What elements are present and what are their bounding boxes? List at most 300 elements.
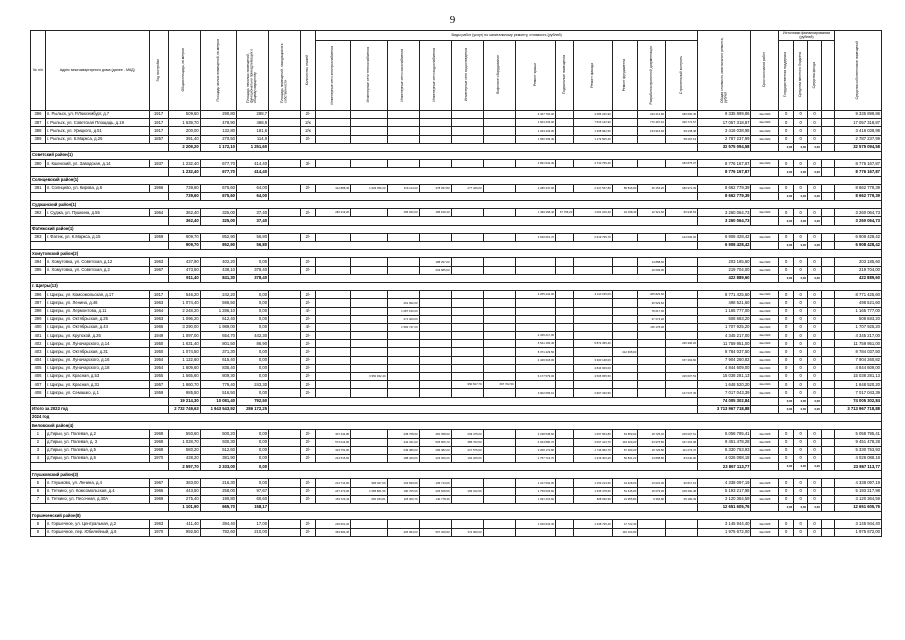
row-work-cost xyxy=(515,315,556,323)
header-c11: Разработка проектной документации xyxy=(638,41,666,111)
row-area-living: 290,80 xyxy=(200,111,236,119)
row-work-cost xyxy=(483,315,515,323)
subtotal-source: 0,00 xyxy=(808,274,822,282)
row-source: 0 xyxy=(794,332,808,340)
row-year: 1937 xyxy=(149,160,168,168)
row-work-cost xyxy=(556,356,574,364)
row-work-cost: 323 751,60 xyxy=(315,446,350,454)
row-work-cost xyxy=(556,389,574,397)
row-work-cost xyxy=(451,332,483,340)
table-cell xyxy=(821,430,834,438)
row-year: 1963 xyxy=(149,258,168,266)
subtotal-area-living: 675,60 xyxy=(200,192,236,200)
row-floors: 2/- xyxy=(301,528,316,536)
row-source: 0 xyxy=(808,209,822,217)
row-area-nonliving: 64,00 xyxy=(237,184,269,192)
row-area-nonliving: 97,67 xyxy=(237,487,269,495)
row-work-cost xyxy=(419,356,451,364)
row-work-cost xyxy=(638,332,666,340)
subtotal-area-living: 325,00 xyxy=(200,217,236,225)
row-owners-funds: 1 707 925,20 xyxy=(834,323,881,331)
row-work-cost xyxy=(483,340,515,348)
row-total: 1 648 520,20 xyxy=(698,381,751,389)
row-address: п. Солнцево, ул. Кирова, д.6 xyxy=(45,184,149,192)
subtotal-label xyxy=(31,463,169,471)
subtotal-source: 0,00 xyxy=(779,405,794,413)
row-area-total: 383,00 xyxy=(168,479,200,487)
row-area-public xyxy=(269,332,301,340)
row-work-cost: 63 869,60 xyxy=(612,430,638,438)
row-work-cost xyxy=(451,520,483,528)
row-work-cost: 12 321,60 xyxy=(638,209,666,217)
row-work-cost xyxy=(556,299,574,307)
row-work-cost: 44 428,00 xyxy=(612,479,638,487)
table-cell xyxy=(751,463,779,471)
row-work-cost: 281 358,60 xyxy=(419,430,451,438)
table-row xyxy=(31,127,882,135)
row-area-total: 411,40 xyxy=(168,520,200,528)
row-work-cost xyxy=(556,160,574,168)
row-work-cost xyxy=(315,111,350,119)
row-source: 0 xyxy=(794,307,808,315)
table-cell xyxy=(269,143,698,151)
header-area-public: Площадь помещений, находящихся в собственности xyxy=(269,31,301,111)
row-work-cost xyxy=(483,258,515,266)
table-row xyxy=(31,332,882,340)
row-year: 1957 xyxy=(149,381,168,389)
row-work-cost: 1 629 933,40 xyxy=(515,520,556,528)
row-floors: 2/- xyxy=(301,520,316,528)
subtotal-source: 0,00 xyxy=(808,192,822,200)
row-owners-funds: 8 776 167,87 xyxy=(834,160,881,168)
row-address: г. Щигры, ул. Луначарского, д.14 xyxy=(45,340,149,348)
table-cell: 8 662 779,39 xyxy=(834,192,881,200)
header-f3b xyxy=(821,41,834,111)
row-work-cost: 154 915,60 xyxy=(638,127,666,135)
row-owners-funds: 219 704,00 xyxy=(834,266,881,274)
row-work-cost xyxy=(351,381,387,389)
row-source: 0 xyxy=(808,258,822,266)
table-cell xyxy=(751,504,779,512)
row-source: 0 xyxy=(794,119,808,127)
row-work-cost xyxy=(483,528,515,536)
row-area-total: 1 232,40 xyxy=(168,160,200,168)
row-work-cost: 36 529,60 xyxy=(638,299,666,307)
row-work-cost xyxy=(387,520,419,528)
section-row xyxy=(31,151,882,159)
row-floors: 2/- xyxy=(301,495,316,503)
table-cell xyxy=(821,340,834,348)
row-source: 0 xyxy=(779,323,794,331)
row-source: 0 xyxy=(808,528,822,536)
row-work-cost xyxy=(351,111,387,119)
table-cell xyxy=(751,274,779,282)
row-work-cost xyxy=(351,307,387,315)
row-source: 0 xyxy=(794,323,808,331)
row-address: п. Теткино, ул. Песочная, д.30А xyxy=(45,495,149,503)
subtotal-source xyxy=(821,168,834,176)
row-total: 11 759 951,00 xyxy=(698,340,751,348)
row-work-cost xyxy=(315,364,350,372)
row-work-cost xyxy=(387,381,419,389)
row-work-cost xyxy=(483,487,515,495)
row-work-cost: 18 725,40 xyxy=(638,430,666,438)
row-work-cost: 14 888,60 xyxy=(638,258,666,266)
header-c2: Инженерные сети теплоснабжения xyxy=(351,41,387,111)
row-work-cost xyxy=(638,389,666,397)
row-work-cost: 307 234,80 xyxy=(315,430,350,438)
row-work-cost: 188 297,00 xyxy=(419,258,451,266)
row-work-cost: 950 817,70 xyxy=(451,381,483,389)
subtotal-source xyxy=(821,242,834,250)
row-work-cost: 296 482,20 xyxy=(419,446,451,454)
table-cell xyxy=(821,438,834,446)
row-number: 8 xyxy=(31,520,46,528)
row-work-cost: 51 446,00 xyxy=(612,487,638,495)
row-floors: 2/- xyxy=(301,299,316,307)
subtotal-area-nonliving: 286 172,25 xyxy=(237,405,269,413)
row-work-cost: 4 505 955,50 xyxy=(574,373,612,381)
row-work-cost xyxy=(556,373,574,381)
row-source: 0 xyxy=(794,111,808,119)
row-work-cost xyxy=(351,340,387,348)
row-area-public xyxy=(269,233,301,241)
subtotal-source: 0,00 xyxy=(794,405,808,413)
row-work-cost: 772 497,10 xyxy=(638,119,666,127)
subtotal-area-total: 2 209,20 xyxy=(168,143,200,151)
table-cell xyxy=(751,217,779,225)
row-total: 3 416 038,98 xyxy=(698,127,751,135)
row-work-cost xyxy=(351,323,387,331)
row-address: г. Щигры, ул. Луначарского, д.18 xyxy=(45,364,149,372)
row-work-cost xyxy=(419,340,451,348)
row-work-cost xyxy=(351,446,387,454)
row-work-cost xyxy=(612,340,638,348)
row-area-nonliving: 114,9 xyxy=(237,135,269,143)
row-work-cost xyxy=(612,119,638,127)
row-work-cost xyxy=(638,135,666,143)
row-number: 387 xyxy=(31,119,46,127)
row-area-total: 362,40 xyxy=(168,209,200,217)
row-address: г. Щигры, ул. Луначарского, д.16 xyxy=(45,356,149,364)
row-work-cost: 697 702,50 xyxy=(483,381,515,389)
row-area-living: 801,50 xyxy=(200,340,236,348)
row-year: 1959 xyxy=(149,389,168,397)
row-area-nonliving: 0,00 xyxy=(237,258,269,266)
row-period: 4кв.2025 xyxy=(751,438,779,446)
row-work-cost: 423 212,80 xyxy=(638,111,666,119)
row-address: г. Рыльск, ул. Урицкого, д.51 xyxy=(45,127,149,135)
row-total: 1 165 777,00 xyxy=(698,307,751,315)
row-source: 0 xyxy=(808,135,822,143)
row-total: 15 038 281,13 xyxy=(698,373,751,381)
row-work-cost xyxy=(666,528,698,536)
row-work-cost: 1 368 962,50 xyxy=(574,127,612,135)
row-area-living: 516,50 xyxy=(200,389,236,397)
row-work-cost xyxy=(666,348,698,356)
row-period: 4кв.2025 xyxy=(751,520,779,528)
row-floors: 2/- xyxy=(301,389,316,397)
header-total: Общая стоимость капитального ремонта, рублей xyxy=(698,31,751,111)
row-work-cost xyxy=(638,373,666,381)
row-year: 1969 xyxy=(149,446,168,454)
section-row xyxy=(31,471,882,479)
row-floors: 2/к xyxy=(301,127,316,135)
row-year: 1966 xyxy=(149,487,168,495)
row-address: д.Гирьи, ул. Полевая, д. 3 xyxy=(45,438,149,446)
row-work-cost xyxy=(556,454,574,462)
header-c8: Подвальные помещения xyxy=(556,41,574,111)
row-year: 1954 xyxy=(149,364,168,372)
row-floors: 2/- xyxy=(301,340,316,348)
row-year: 1966 xyxy=(149,184,168,192)
row-year: 1969 xyxy=(149,438,168,446)
row-work-cost xyxy=(387,135,419,143)
row-period: 4кв.2024 xyxy=(751,233,779,241)
table-cell xyxy=(821,299,834,307)
row-area-living: 596,50 xyxy=(200,299,236,307)
subtotal-label xyxy=(31,192,169,200)
row-source: 0 xyxy=(779,266,794,274)
header-area-total: Общая площадь, кв.метров xyxy=(168,31,200,111)
row-work-cost: 525 665,70 xyxy=(419,438,451,446)
row-year: 1967 xyxy=(149,479,168,487)
row-total: 2 787 237,99 xyxy=(698,135,751,143)
row-number: 390 xyxy=(31,160,46,168)
row-work-cost: 25 153,20 xyxy=(638,184,666,192)
table-row xyxy=(31,520,882,528)
row-floors: 2/- xyxy=(301,135,316,143)
row-source: 0 xyxy=(779,332,794,340)
row-owners-funds: 8 784 037,50 xyxy=(834,348,881,356)
row-area-nonliving: 0,00 xyxy=(237,356,269,364)
row-work-cost xyxy=(556,487,574,495)
header-c4: Инженерные сети водоснабжения xyxy=(419,41,451,111)
row-source: 0 xyxy=(779,127,794,135)
row-area-living: 852,90 xyxy=(200,233,236,241)
row-work-cost: 186 690,45 xyxy=(666,111,698,119)
row-work-cost: 111 274,70 xyxy=(666,446,698,454)
row-work-cost: 3 300 148,00 xyxy=(574,356,612,364)
row-work-cost xyxy=(556,430,574,438)
row-period: 4кв.2025 xyxy=(751,446,779,454)
row-source: 0 xyxy=(779,299,794,307)
row-address: г. Щигры, ул. Комсомольская, д.17 xyxy=(45,291,149,299)
row-year: 1949 xyxy=(149,332,168,340)
table-row xyxy=(31,430,882,438)
row-source: 0 xyxy=(779,111,794,119)
row-work-cost: 105 097,61 xyxy=(666,430,698,438)
row-work-cost xyxy=(483,127,515,135)
row-number: 407 xyxy=(31,381,46,389)
row-area-living: 216,30 xyxy=(200,479,236,487)
row-work-cost: 8 371 429,50 xyxy=(515,348,556,356)
table-row xyxy=(31,438,882,446)
row-number: 386 xyxy=(31,111,46,119)
subtotal-source xyxy=(821,217,834,225)
row-area-living: 325,00 xyxy=(200,209,236,217)
table-row xyxy=(31,446,882,454)
row-work-cost: 1 179 505,40 xyxy=(574,135,612,143)
row-work-cost xyxy=(351,127,387,135)
row-number: 4 xyxy=(31,454,46,462)
row-period: 4кв.2025 xyxy=(751,479,779,487)
table-row xyxy=(31,373,882,381)
header-row-no: № п/п xyxy=(31,31,46,111)
row-work-cost xyxy=(612,315,638,323)
subtotal-total: 3 713 967 718,88 xyxy=(698,405,751,413)
row-total: 4 026 088,18 xyxy=(698,454,751,462)
row-work-cost: 164 325,00 xyxy=(451,454,483,462)
row-period: 4кв.2024 xyxy=(751,373,779,381)
subtotal-area-total: 911,40 xyxy=(168,274,200,282)
table-row xyxy=(31,389,882,397)
row-address: г. Щигры, ул. Ленина, д.46 xyxy=(45,299,149,307)
row-work-cost xyxy=(387,258,419,266)
row-work-cost xyxy=(351,160,387,168)
row-work-cost xyxy=(612,332,638,340)
row-work-cost: 1 626 356,20 xyxy=(351,184,387,192)
row-area-total: 437,90 xyxy=(168,258,200,266)
row-work-cost xyxy=(483,356,515,364)
row-work-cost xyxy=(419,135,451,143)
row-area-public xyxy=(269,266,301,274)
row-area-living: 809,30 xyxy=(200,373,236,381)
row-work-cost xyxy=(315,373,350,381)
row-work-cost xyxy=(612,291,638,299)
row-source: 0 xyxy=(808,323,822,331)
subtotal-area-living: 852,90 xyxy=(200,242,236,250)
row-work-cost xyxy=(351,332,387,340)
row-work-cost xyxy=(351,119,387,127)
subtotal-total: 23 867 113,77 xyxy=(698,463,751,471)
row-work-cost xyxy=(451,111,483,119)
subtotal-row xyxy=(31,242,882,250)
subtotal-total: 422 889,60 xyxy=(698,274,751,282)
row-work-cost xyxy=(451,258,483,266)
row-work-cost: 69 238,48 xyxy=(666,127,698,135)
row-source: 0 xyxy=(779,479,794,487)
row-work-cost: 4 446 618,00 xyxy=(515,356,556,364)
row-work-cost xyxy=(315,381,350,389)
row-area-living: 132,80 xyxy=(200,127,236,135)
table-cell xyxy=(269,405,698,413)
table-cell xyxy=(821,323,834,331)
row-work-cost xyxy=(612,373,638,381)
row-work-cost: 828 030,99 xyxy=(574,495,612,503)
row-source: 0 xyxy=(794,266,808,274)
row-floors: 2/- xyxy=(301,258,316,266)
row-number: 403 xyxy=(31,348,46,356)
row-source: 0 xyxy=(808,299,822,307)
row-work-cost: 58 297,19 xyxy=(666,135,698,143)
row-work-cost xyxy=(515,323,556,331)
row-work-cost xyxy=(666,520,698,528)
row-source: 0 xyxy=(808,495,822,503)
row-work-cost xyxy=(666,299,698,307)
row-source: 0 xyxy=(794,340,808,348)
row-area-nonliving: 0,00 xyxy=(237,454,269,462)
row-year: 1917 xyxy=(149,119,168,127)
row-source: 0 xyxy=(808,446,822,454)
row-work-cost xyxy=(666,332,698,340)
row-work-cost: 3 710 756,40 xyxy=(574,160,612,168)
subtotal-source xyxy=(821,274,834,282)
table-row xyxy=(31,307,882,315)
row-owners-funds: 6 908 428,42 xyxy=(834,233,881,241)
row-total: 5 193 217,98 xyxy=(698,487,751,495)
row-work-cost xyxy=(351,454,387,462)
row-area-total: 1 074,40 xyxy=(168,299,200,307)
row-work-cost: 247 473,00 xyxy=(315,487,350,495)
row-area-nonliving: 0,00 xyxy=(237,438,269,446)
header-f3: Средства фонда xyxy=(808,41,822,111)
row-work-cost: 1 657 654,80 xyxy=(574,430,612,438)
header-year: Год постройки xyxy=(149,31,168,111)
header-address: Адрес многоквартирного дома (далее - МКД) xyxy=(45,31,149,111)
row-work-cost: 155 032,00 xyxy=(387,209,419,217)
row-work-cost xyxy=(556,119,574,127)
row-source: 0 xyxy=(808,184,822,192)
row-source: 0 xyxy=(779,209,794,217)
row-work-cost: 2 280 347,00 xyxy=(515,184,556,192)
row-work-cost: 84 040,90 xyxy=(666,454,698,462)
row-work-cost xyxy=(315,332,350,340)
row-period: 4кв.2024 xyxy=(751,209,779,217)
row-work-cost xyxy=(556,233,574,241)
row-work-cost xyxy=(612,160,638,168)
row-work-cost xyxy=(419,127,451,135)
subtotal-label xyxy=(31,143,169,151)
row-work-cost: 1 335 378,50 xyxy=(574,487,612,495)
row-work-cost: 229 561,20 xyxy=(315,520,350,528)
table-cell xyxy=(751,168,779,176)
row-work-cost: 6 177 579,00 xyxy=(515,373,556,381)
section-title: Суджанский район(1) xyxy=(31,201,882,209)
row-work-cost: 5 872 365,40 xyxy=(574,340,612,348)
row-work-cost: 4 891 532,40 xyxy=(515,160,556,168)
row-work-cost: 3 902 665,10 xyxy=(515,389,556,397)
row-floors: 2/- xyxy=(301,184,316,192)
row-total: 6 908 428,42 xyxy=(698,233,751,241)
row-work-cost xyxy=(483,373,515,381)
row-number: 5 xyxy=(31,479,46,487)
row-area-living: 258,00 xyxy=(200,487,236,495)
row-work-cost xyxy=(556,364,574,372)
row-owners-funds: 4 345 217,00 xyxy=(834,332,881,340)
row-work-cost: 4 345 217,00 xyxy=(515,332,556,340)
row-period: 4кв.2024 xyxy=(751,184,779,192)
row-area-total: 391,40 xyxy=(168,135,200,143)
row-work-cost xyxy=(451,299,483,307)
section-title: 2024 год xyxy=(31,413,882,421)
row-source: 0 xyxy=(794,135,808,143)
table-row xyxy=(31,111,882,119)
row-area-total: 1 074,50 xyxy=(168,348,200,356)
row-area-nonliving: 442,30 xyxy=(237,332,269,340)
row-area-living: 512,60 xyxy=(200,446,236,454)
table-cell xyxy=(821,364,834,372)
row-owners-funds: 8 771 425,60 xyxy=(834,291,881,299)
table-row xyxy=(31,528,882,536)
row-work-cost xyxy=(556,184,574,192)
row-number: 388 xyxy=(31,127,46,135)
table-cell: 3 713 967 718,88 xyxy=(834,405,881,413)
table-cell xyxy=(821,520,834,528)
subtotal-total: 74 005 302,84 xyxy=(698,397,751,405)
row-work-cost: 412 608,00 xyxy=(612,348,638,356)
row-floors: 2/- xyxy=(301,315,316,323)
